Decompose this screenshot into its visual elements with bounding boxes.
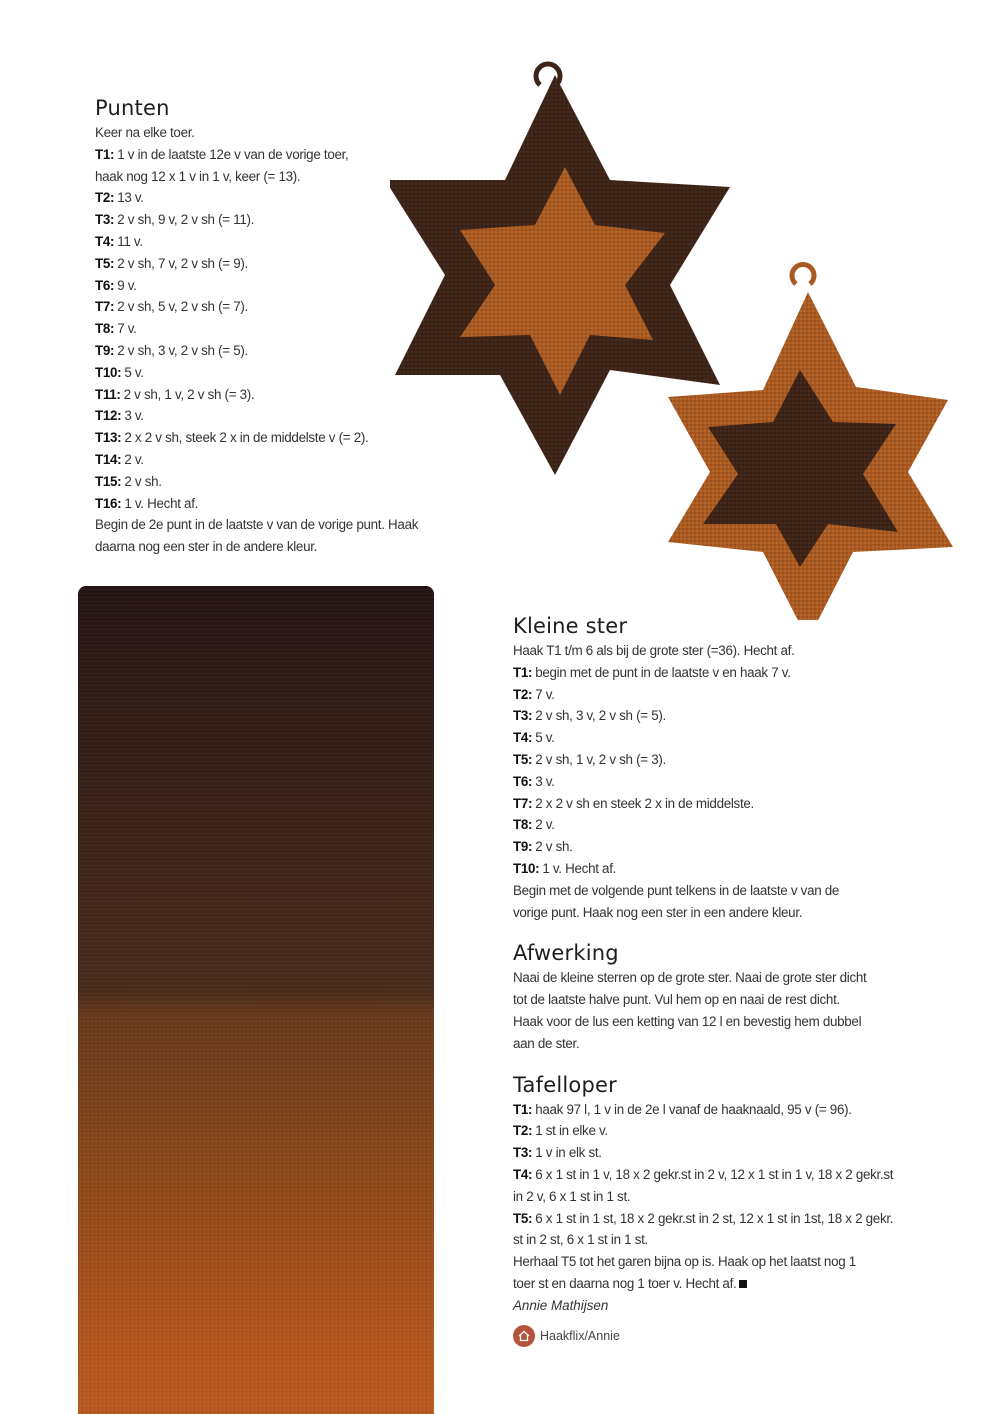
row-text: aan de ster. — [513, 1035, 580, 1051]
instruction-line — [95, 231, 485, 253]
row-text: tot de laatste halve punt. Vul hem op en naai de rest dicht. — [513, 992, 840, 1008]
row-text: 11 v. — [117, 233, 143, 249]
afwerking-lines — [513, 967, 913, 1054]
row-text: 2 v sh, 1 v, 2 v sh (= 3). — [535, 751, 666, 767]
row-text: 2 v sh, 3 v, 2 v sh (= 5). — [117, 342, 248, 358]
row-label: T9: — [95, 342, 115, 358]
instruction-line — [513, 1208, 913, 1230]
instruction-line — [513, 1229, 913, 1251]
row-label: T1: — [513, 1101, 533, 1117]
row-label: T6: — [95, 277, 115, 293]
row-label: T1: — [95, 146, 115, 162]
row-label: T6: — [513, 773, 533, 789]
instruction-line — [95, 340, 485, 362]
instruction-line — [513, 1099, 913, 1121]
instruction-line — [513, 640, 913, 662]
instruction-line — [95, 209, 485, 231]
afwerking-section — [513, 941, 913, 1054]
row-text: 3 v. — [535, 773, 555, 789]
instruction-line — [513, 836, 913, 858]
row-text: Begin met de volgende punt telkens in de laatste v van de — [513, 882, 840, 898]
end-mark-icon — [739, 1280, 747, 1288]
instruction-line — [513, 1273, 913, 1295]
instruction-line — [95, 144, 485, 166]
instruction-line — [95, 384, 485, 406]
tafelloper-lines — [513, 1099, 913, 1295]
row-text: 2 v sh, 3 v, 2 v sh (= 5). — [535, 708, 666, 724]
source-label: Haakflix/Annie — [540, 1328, 620, 1343]
row-text: 1 v in elk st. — [535, 1145, 602, 1161]
instruction-line — [513, 684, 913, 706]
row-text: 2 x 2 v sh, steek 2 x in de middelste v (= 2). — [124, 430, 369, 446]
row-text: haak nog 12 x 1 v in 1 v, keer (= 13). — [95, 168, 301, 184]
row-label: T5: — [95, 255, 115, 271]
row-text: haak 97 l, 1 v in de 2e l vanaf de haaknaald, 95 v (= 96). — [535, 1101, 852, 1117]
row-label: T11: — [95, 386, 121, 402]
row-text: 3 v. — [124, 408, 144, 424]
section-title-kleine-ster: Kleine ster — [513, 614, 628, 638]
instruction-line — [95, 362, 485, 384]
instruction-line — [95, 253, 485, 275]
instruction-line — [95, 122, 485, 144]
row-label: T3: — [95, 212, 115, 228]
row-label: T2: — [513, 1123, 533, 1139]
instruction-line — [95, 275, 485, 297]
row-text: begin met de punt in de laatste v en haak 7 v. — [535, 664, 791, 680]
row-text: 1 v. Hecht af. — [124, 495, 199, 511]
row-label: T9: — [513, 839, 533, 855]
source-credit[interactable] — [513, 1325, 913, 1347]
instruction-line — [513, 727, 913, 749]
row-label: T14: — [95, 451, 122, 467]
row-label: T15: — [95, 473, 122, 489]
row-text: 7 v. — [117, 321, 137, 337]
punten-lines — [95, 122, 485, 558]
table-runner-photo — [78, 586, 434, 1414]
row-text: 1 v. Hecht af. — [542, 860, 617, 876]
kleine-ster-lines — [513, 640, 913, 923]
section-title-afwerking: Afwerking — [513, 941, 619, 966]
row-text: 2 v sh, 5 v, 2 v sh (= 7). — [117, 299, 248, 315]
row-label: T8: — [95, 321, 115, 337]
row-label: T1: — [513, 664, 533, 680]
row-text: 2 v. — [124, 451, 144, 467]
instruction-line — [95, 471, 485, 493]
instruction-line — [513, 771, 913, 793]
row-text: Naai de kleine sterren op de grote ster. Naai de grote ster dicht — [513, 970, 867, 986]
instruction-line — [513, 1120, 913, 1142]
section-title-punten: Punten — [95, 96, 170, 120]
row-text: st in 2 st, 6 x 1 st in 1 st. — [513, 1232, 648, 1248]
instruction-line — [95, 536, 485, 558]
row-label: T16: — [95, 495, 122, 511]
row-text: 6 x 1 st in 1 v, 18 x 2 gekr.st in 2 v, 12 x 1 st in 1 v, 18 x 2 gekr.st — [535, 1166, 894, 1182]
row-text: 1 v in de laatste 12e v van de vorige toer, — [117, 146, 349, 162]
instruction-line — [513, 902, 913, 924]
row-text: 9 v. — [117, 277, 137, 293]
row-label: T7: — [513, 795, 533, 811]
row-text: 13 v. — [117, 190, 144, 206]
instruction-line — [513, 662, 913, 684]
instruction-line — [513, 1164, 913, 1186]
row-label: T13: — [95, 430, 122, 446]
row-label: T5: — [513, 1210, 533, 1226]
row-text: in 2 v, 6 x 1 st in 1 st. — [513, 1188, 631, 1204]
instruction-line — [513, 858, 913, 880]
row-label: T10: — [95, 364, 122, 380]
row-label: T2: — [513, 686, 533, 702]
instruction-line — [95, 187, 485, 209]
instruction-line — [513, 989, 913, 1011]
row-text: 5 v. — [535, 730, 555, 746]
instruction-line — [95, 318, 485, 340]
row-text: Haak T1 t/m 6 als bij de grote ster (=36). Hecht af. — [513, 643, 795, 658]
right-column — [513, 614, 913, 1347]
instruction-line — [513, 814, 913, 836]
small-star — [668, 265, 953, 620]
row-label: T4: — [95, 233, 115, 249]
row-text: Haak voor de lus een ketting van 12 l en bevestig hem dubbel — [513, 1013, 862, 1029]
author-name: Annie Mathijsen — [513, 1297, 609, 1313]
row-label: T3: — [513, 708, 533, 724]
instruction-line — [513, 705, 913, 727]
instruction-line — [513, 793, 913, 815]
row-label: T4: — [513, 1166, 533, 1182]
row-text: toer st en daarna nog 1 toer v. Hecht af. — [513, 1275, 737, 1291]
row-text: vorige punt. Haak nog een ster in een andere kleur. — [513, 904, 803, 920]
row-label: T3: — [513, 1145, 533, 1161]
row-text: Begin de 2e punt in de laatste v van de vorige punt. Haak — [95, 517, 419, 533]
kleine-ster-section — [513, 614, 913, 923]
punten-section — [95, 96, 485, 558]
row-text: 5 v. — [124, 364, 144, 380]
instruction-line — [513, 1142, 913, 1164]
section-title-tafelloper: Tafelloper — [513, 1072, 617, 1097]
row-text: 2 v. — [535, 817, 555, 833]
row-text: 1 st in elke v. — [535, 1123, 608, 1139]
instruction-line — [513, 1033, 913, 1055]
row-text: 2 v sh, 7 v, 2 v sh (= 9). — [117, 255, 248, 271]
instruction-line — [513, 1251, 913, 1273]
row-label: T5: — [513, 751, 533, 767]
row-text: 2 v sh. — [124, 473, 162, 489]
instruction-line — [513, 1011, 913, 1033]
row-label: T8: — [513, 817, 533, 833]
row-text: 7 v. — [535, 686, 555, 702]
instruction-line — [95, 514, 485, 536]
row-text: 2 v sh, 9 v, 2 v sh (= 11). — [117, 212, 255, 228]
instruction-line — [95, 166, 485, 188]
row-text: Herhaal T5 tot het garen bijna op is. Haak op het laatst nog 1 — [513, 1254, 856, 1270]
tafelloper-section — [513, 1073, 913, 1347]
row-label: T2: — [95, 190, 115, 206]
instruction-line — [513, 880, 913, 902]
instruction-line — [513, 749, 913, 771]
instruction-line — [95, 427, 485, 449]
row-label: T10: — [513, 860, 540, 876]
row-label: T7: — [95, 299, 115, 315]
row-text: 2 v sh. — [535, 839, 573, 855]
instruction-line — [95, 449, 485, 471]
row-text: 2 x 2 v sh en steek 2 x in de middelste. — [535, 795, 754, 811]
home-icon — [513, 1325, 535, 1347]
row-label: T12: — [95, 408, 122, 424]
row-text: daarna nog een ster in de andere kleur. — [95, 539, 318, 555]
instruction-line — [513, 967, 913, 989]
instruction-line — [95, 296, 485, 318]
row-text: 6 x 1 st in 1 st, 18 x 2 gekr.st in 2 st, 12 x 1 st in 1st, 18 x 2 gekr. — [535, 1210, 894, 1226]
instruction-line — [95, 405, 485, 427]
row-text: 2 v sh, 1 v, 2 v sh (= 3). — [123, 386, 255, 402]
row-text: Keer na elke toer. — [95, 125, 195, 140]
instruction-line — [513, 1186, 913, 1208]
instruction-line — [95, 493, 485, 515]
row-label: T4: — [513, 730, 533, 746]
